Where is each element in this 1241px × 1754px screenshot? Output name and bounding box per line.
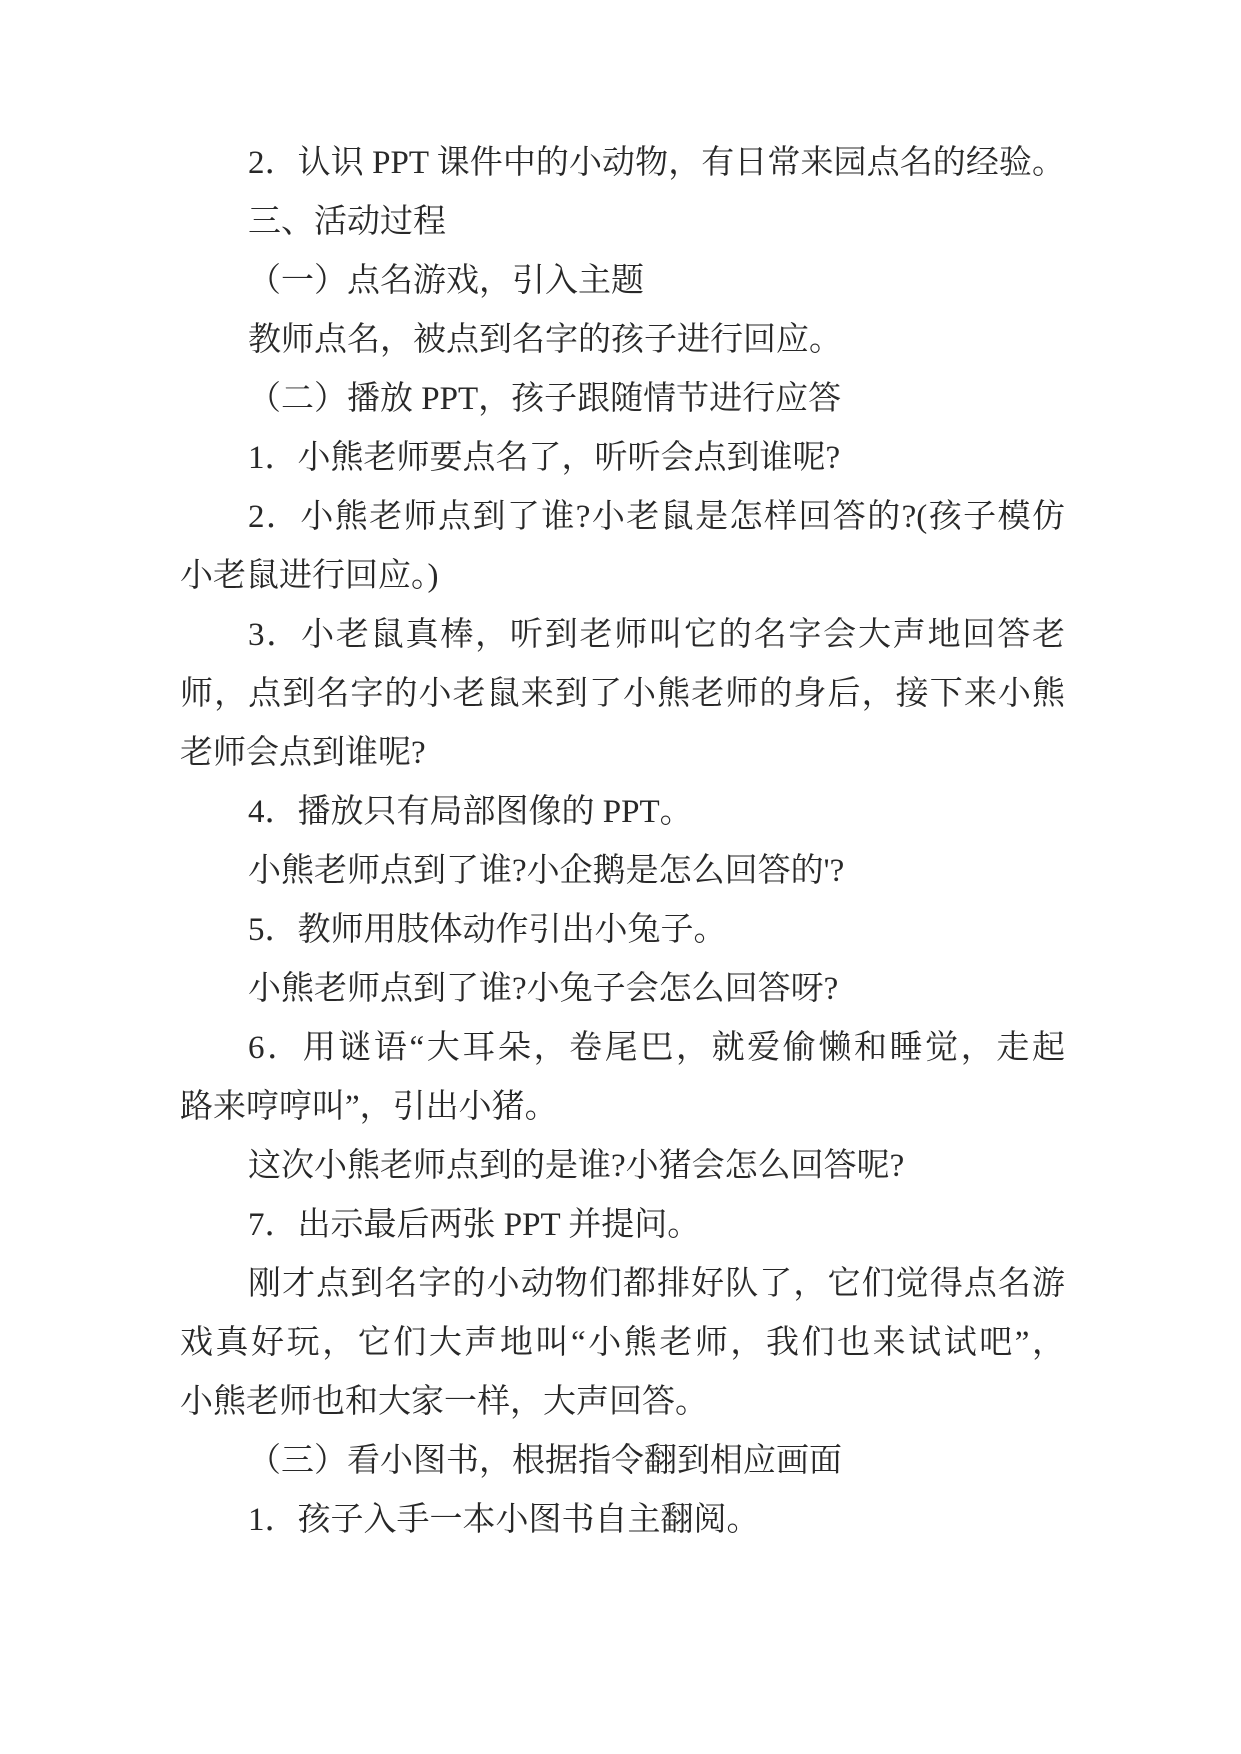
text-line: 小熊老师也和大家一样，大声回答。 [180, 1384, 708, 1420]
text-line: （一）点名游戏，引入主题 [248, 263, 644, 299]
text-line: 师，点到名字的小老鼠来到了小熊老师的身后，接下来小熊 [180, 676, 1065, 712]
text-line: 2．小熊老师点到了谁?小老鼠是怎样回答的?(孩子模仿 [248, 499, 1065, 535]
text-line: 教师点名，被点到名字的孩子进行回应。 [248, 322, 842, 358]
text-line: 5．教师用肢体动作引出小兔子。 [248, 912, 727, 948]
text-line: 2．认识 PPT 课件中的小动物，有日常来园点名的经验。 [248, 145, 1065, 181]
text-line: 老师会点到谁呢? [180, 735, 426, 771]
text-line: 戏真好玩，它们大声地叫“小熊老师，我们也来试试吧”， [180, 1325, 1065, 1361]
text-line: 刚才点到名字的小动物们都排好队了，它们觉得点名游 [248, 1266, 1065, 1302]
text-line: 1．孩子入手一本小图书自主翻阅。 [248, 1502, 760, 1538]
text-line: 7．出示最后两张 PPT 并提问。 [248, 1207, 701, 1243]
text-line: 路来哼哼叫”，引出小猪。 [180, 1089, 558, 1125]
document-body [180, 134, 1065, 1550]
text-line: （三）看小图书，根据指令翻到相应画面 [248, 1443, 842, 1479]
text-line: 这次小熊老师点到的是谁?小猪会怎么回答呢? [248, 1148, 905, 1184]
text-line: 1．小熊老师要点名了，听听会点到谁呢? [248, 440, 841, 476]
text-line: 6．用谜语“大耳朵，卷尾巴，就爱偷懒和睡觉，走起 [248, 1030, 1065, 1066]
text-line: 小老鼠进行回应。) [180, 558, 439, 594]
text-line: （二）播放 PPT，孩子跟随情节进行应答 [248, 381, 842, 417]
text-line: 三、活动过程 [248, 204, 446, 240]
text-line: 小熊老师点到了谁?小兔子会怎么回答呀? [248, 971, 839, 1007]
text-line: 3．小老鼠真棒，听到老师叫它的名字会大声地回答老 [248, 617, 1065, 653]
text-line: 小熊老师点到了谁?小企鹅是怎么回答的'? [248, 853, 845, 889]
text-line: 4．播放只有局部图像的 PPT。 [248, 794, 693, 830]
